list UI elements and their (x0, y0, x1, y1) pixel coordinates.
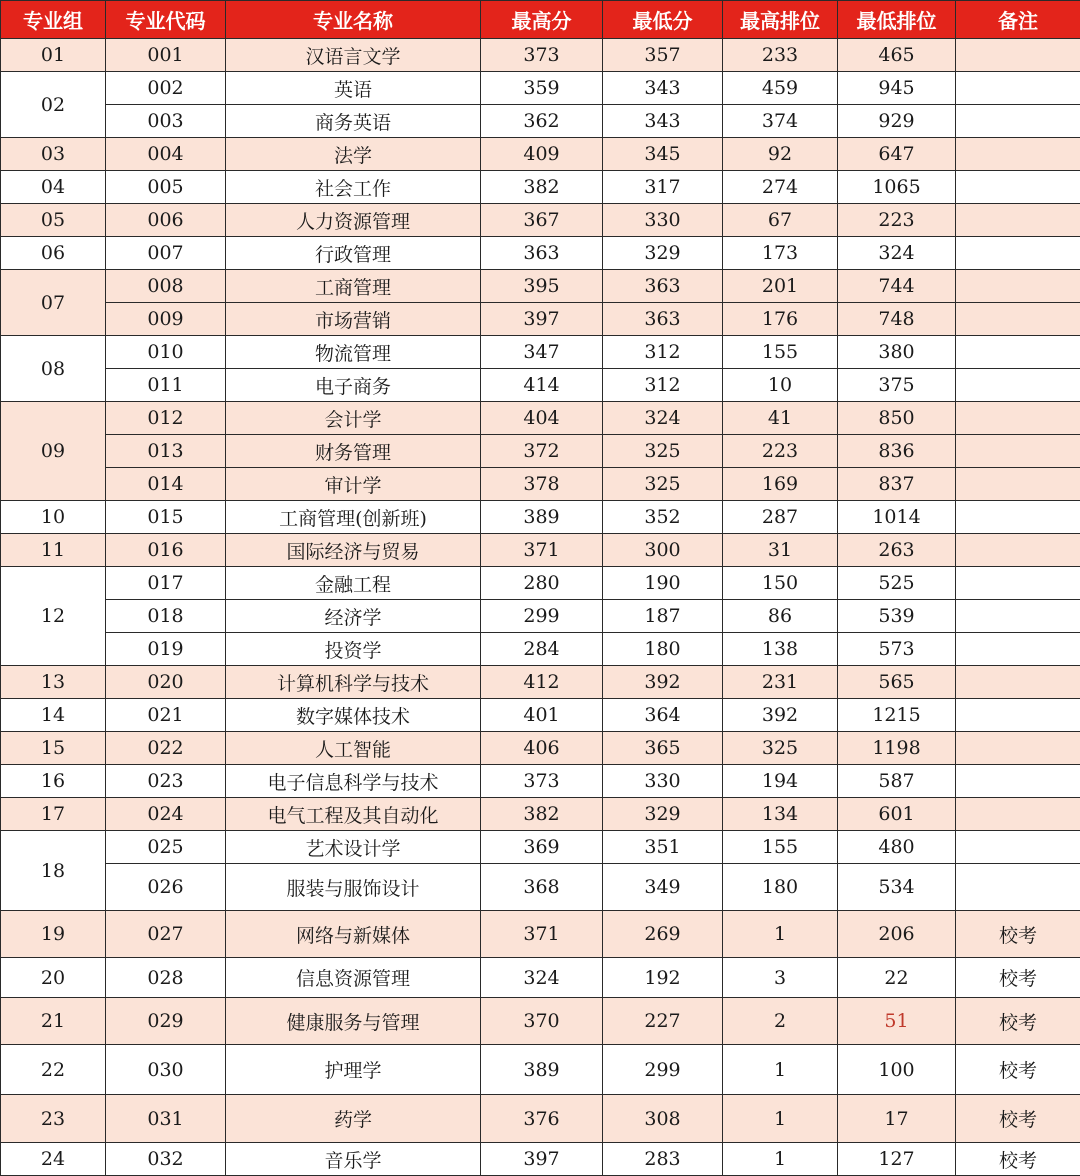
note-cell (956, 402, 1080, 435)
min-score-cell: 190 (603, 567, 723, 600)
max-score-cell: 362 (481, 105, 603, 138)
max-score-cell: 373 (481, 39, 603, 72)
max-score-cell: 404 (481, 402, 603, 435)
table-row (1, 831, 1080, 864)
note-cell (956, 798, 1080, 831)
group-cell: 04 (1, 171, 106, 204)
note-cell: 校考 (956, 998, 1080, 1045)
min-rank-cell: 587 (838, 765, 956, 798)
max-score-cell: 324 (481, 958, 603, 998)
group-cell: 03 (1, 138, 106, 171)
name-cell: 人工智能 (226, 732, 481, 765)
max-score-cell: 373 (481, 765, 603, 798)
max-score-cell: 284 (481, 633, 603, 666)
min-score-cell: 283 (603, 1143, 723, 1176)
min-rank-cell: 573 (838, 633, 956, 666)
name-cell: 物流管理 (226, 336, 481, 369)
max-rank-cell: 92 (723, 138, 838, 171)
name-cell: 音乐学 (226, 1143, 481, 1176)
name-cell: 会计学 (226, 402, 481, 435)
max-score-cell: 397 (481, 1143, 603, 1176)
name-cell: 信息资源管理 (226, 958, 481, 998)
max-score-cell: 367 (481, 204, 603, 237)
max-score-cell: 299 (481, 600, 603, 633)
min-score-cell: 312 (603, 336, 723, 369)
name-cell: 行政管理 (226, 237, 481, 270)
note-cell (956, 204, 1080, 237)
note-cell (956, 336, 1080, 369)
min-score-cell: 329 (603, 237, 723, 270)
table-row (1, 1045, 1080, 1095)
note-cell: 校考 (956, 1045, 1080, 1095)
max-score-cell: 382 (481, 171, 603, 204)
group-cell: 11 (1, 534, 106, 567)
min-score-cell: 351 (603, 831, 723, 864)
min-score-cell: 269 (603, 911, 723, 958)
table-row (1, 105, 1080, 138)
max-rank-cell: 3 (723, 958, 838, 998)
code-cell: 023 (106, 765, 226, 798)
code-cell: 021 (106, 699, 226, 732)
min-score-cell: 329 (603, 798, 723, 831)
max-rank-cell: 459 (723, 72, 838, 105)
header-max-rank: 最高排位 (723, 1, 838, 39)
note-cell (956, 303, 1080, 336)
min-rank-cell: 324 (838, 237, 956, 270)
code-cell: 012 (106, 402, 226, 435)
min-score-cell: 312 (603, 369, 723, 402)
name-cell: 电气工程及其自动化 (226, 798, 481, 831)
name-cell: 电子商务 (226, 369, 481, 402)
table-row (1, 666, 1080, 699)
name-cell: 国际经济与贸易 (226, 534, 481, 567)
min-score-cell: 308 (603, 1095, 723, 1143)
code-cell: 014 (106, 468, 226, 501)
code-cell: 013 (106, 435, 226, 468)
note-cell (956, 237, 1080, 270)
note-cell: 校考 (956, 1095, 1080, 1143)
name-cell: 英语 (226, 72, 481, 105)
min-score-cell: 364 (603, 699, 723, 732)
code-cell: 003 (106, 105, 226, 138)
note-cell: 校考 (956, 1143, 1080, 1176)
min-score-cell: 317 (603, 171, 723, 204)
note-cell (956, 105, 1080, 138)
name-cell: 健康服务与管理 (226, 998, 481, 1045)
table-row (1, 204, 1080, 237)
min-rank-cell: 836 (838, 435, 956, 468)
min-score-cell: 345 (603, 138, 723, 171)
max-score-cell: 397 (481, 303, 603, 336)
max-rank-cell: 176 (723, 303, 838, 336)
min-rank-cell: 465 (838, 39, 956, 72)
group-cell: 16 (1, 765, 106, 798)
min-score-cell: 187 (603, 600, 723, 633)
group-cell: 05 (1, 204, 106, 237)
min-rank-cell: 223 (838, 204, 956, 237)
header-max-score: 最高分 (481, 1, 603, 39)
header-code: 专业代码 (106, 1, 226, 39)
code-cell: 008 (106, 270, 226, 303)
min-score-cell: 349 (603, 864, 723, 911)
max-score-cell: 359 (481, 72, 603, 105)
min-rank-cell: 263 (838, 534, 956, 567)
table-row (1, 864, 1080, 911)
group-cell: 18 (1, 831, 106, 911)
table-row (1, 402, 1080, 435)
min-score-cell: 192 (603, 958, 723, 998)
min-rank-cell: 601 (838, 798, 956, 831)
code-cell: 031 (106, 1095, 226, 1143)
note-cell (956, 732, 1080, 765)
table-row (1, 39, 1080, 72)
header-row (1, 1, 1080, 39)
code-cell: 011 (106, 369, 226, 402)
note-cell (956, 831, 1080, 864)
header-note: 备注 (956, 1, 1080, 39)
name-cell: 网络与新媒体 (226, 911, 481, 958)
min-rank-cell: 1215 (838, 699, 956, 732)
note-cell (956, 600, 1080, 633)
note-cell (956, 864, 1080, 911)
table-row (1, 435, 1080, 468)
table-row (1, 303, 1080, 336)
table-row (1, 911, 1080, 958)
table-row (1, 699, 1080, 732)
group-cell: 19 (1, 911, 106, 958)
table-row (1, 138, 1080, 171)
max-score-cell: 371 (481, 911, 603, 958)
min-rank-cell: 480 (838, 831, 956, 864)
group-cell: 02 (1, 72, 106, 138)
max-rank-cell: 155 (723, 831, 838, 864)
min-rank-cell: 850 (838, 402, 956, 435)
max-score-cell: 414 (481, 369, 603, 402)
min-score-cell: 363 (603, 303, 723, 336)
min-rank-cell: 380 (838, 336, 956, 369)
group-cell: 07 (1, 270, 106, 336)
max-rank-cell: 10 (723, 369, 838, 402)
max-score-cell: 376 (481, 1095, 603, 1143)
code-cell: 002 (106, 72, 226, 105)
max-score-cell: 406 (481, 732, 603, 765)
max-rank-cell: 134 (723, 798, 838, 831)
code-cell: 025 (106, 831, 226, 864)
min-score-cell: 365 (603, 732, 723, 765)
group-cell: 17 (1, 798, 106, 831)
name-cell: 艺术设计学 (226, 831, 481, 864)
code-cell: 032 (106, 1143, 226, 1176)
table-row (1, 72, 1080, 105)
code-cell: 027 (106, 911, 226, 958)
max-rank-cell: 194 (723, 765, 838, 798)
code-cell: 026 (106, 864, 226, 911)
note-cell (956, 369, 1080, 402)
max-rank-cell: 1 (723, 1143, 838, 1176)
note-cell (956, 468, 1080, 501)
note-cell (956, 138, 1080, 171)
table-row (1, 600, 1080, 633)
note-cell (956, 765, 1080, 798)
note-cell (956, 270, 1080, 303)
name-cell: 商务英语 (226, 105, 481, 138)
table-row (1, 270, 1080, 303)
max-rank-cell: 233 (723, 39, 838, 72)
table-row (1, 501, 1080, 534)
name-cell: 市场营销 (226, 303, 481, 336)
name-cell: 法学 (226, 138, 481, 171)
max-rank-cell: 41 (723, 402, 838, 435)
table-row (1, 336, 1080, 369)
min-score-cell: 300 (603, 534, 723, 567)
name-cell: 工商管理 (226, 270, 481, 303)
name-cell: 经济学 (226, 600, 481, 633)
max-score-cell: 363 (481, 237, 603, 270)
name-cell: 人力资源管理 (226, 204, 481, 237)
name-cell: 服装与服饰设计 (226, 864, 481, 911)
min-score-cell: 343 (603, 105, 723, 138)
code-cell: 010 (106, 336, 226, 369)
min-rank-cell: 17 (838, 1095, 956, 1143)
max-rank-cell: 223 (723, 435, 838, 468)
name-cell: 社会工作 (226, 171, 481, 204)
table-row (1, 468, 1080, 501)
name-cell: 药学 (226, 1095, 481, 1143)
code-cell: 005 (106, 171, 226, 204)
note-cell (956, 633, 1080, 666)
min-rank-cell: 929 (838, 105, 956, 138)
note-cell (956, 567, 1080, 600)
min-score-cell: 343 (603, 72, 723, 105)
name-cell: 电子信息科学与技术 (226, 765, 481, 798)
min-rank-cell: 837 (838, 468, 956, 501)
min-score-cell: 324 (603, 402, 723, 435)
max-rank-cell: 274 (723, 171, 838, 204)
min-rank-cell: 1198 (838, 732, 956, 765)
note-cell (956, 171, 1080, 204)
code-cell: 009 (106, 303, 226, 336)
name-cell: 护理学 (226, 1045, 481, 1095)
table-row (1, 567, 1080, 600)
max-rank-cell: 169 (723, 468, 838, 501)
note-cell (956, 534, 1080, 567)
max-rank-cell: 392 (723, 699, 838, 732)
table-header (1, 1, 1080, 39)
note-cell (956, 666, 1080, 699)
group-cell: 08 (1, 336, 106, 402)
note-cell: 校考 (956, 911, 1080, 958)
min-rank-cell: 1065 (838, 171, 956, 204)
table-row (1, 1143, 1080, 1176)
min-score-cell: 363 (603, 270, 723, 303)
group-cell: 14 (1, 699, 106, 732)
max-rank-cell: 138 (723, 633, 838, 666)
min-rank-cell: 945 (838, 72, 956, 105)
code-cell: 004 (106, 138, 226, 171)
table-row (1, 958, 1080, 998)
min-rank-cell: 375 (838, 369, 956, 402)
header-name: 专业名称 (226, 1, 481, 39)
group-cell: 10 (1, 501, 106, 534)
code-cell: 001 (106, 39, 226, 72)
max-rank-cell: 155 (723, 336, 838, 369)
code-cell: 030 (106, 1045, 226, 1095)
code-cell: 018 (106, 600, 226, 633)
group-cell: 15 (1, 732, 106, 765)
group-cell: 13 (1, 666, 106, 699)
max-rank-cell: 231 (723, 666, 838, 699)
group-cell: 09 (1, 402, 106, 501)
max-score-cell: 389 (481, 1045, 603, 1095)
group-cell: 22 (1, 1045, 106, 1095)
min-score-cell: 357 (603, 39, 723, 72)
code-cell: 019 (106, 633, 226, 666)
max-score-cell: 401 (481, 699, 603, 732)
min-rank-cell: 51 (838, 998, 956, 1045)
max-score-cell: 371 (481, 534, 603, 567)
name-cell: 计算机科学与技术 (226, 666, 481, 699)
code-cell: 029 (106, 998, 226, 1045)
min-rank-cell: 748 (838, 303, 956, 336)
min-score-cell: 392 (603, 666, 723, 699)
min-score-cell: 330 (603, 204, 723, 237)
max-score-cell: 389 (481, 501, 603, 534)
header-min-score: 最低分 (603, 1, 723, 39)
group-cell: 23 (1, 1095, 106, 1143)
min-rank-cell: 127 (838, 1143, 956, 1176)
min-score-cell: 330 (603, 765, 723, 798)
min-rank-cell: 565 (838, 666, 956, 699)
min-score-cell: 299 (603, 1045, 723, 1095)
max-rank-cell: 1 (723, 1045, 838, 1095)
group-cell: 24 (1, 1143, 106, 1176)
table-row (1, 765, 1080, 798)
code-cell: 015 (106, 501, 226, 534)
table-row (1, 732, 1080, 765)
note-cell (956, 699, 1080, 732)
min-rank-cell: 744 (838, 270, 956, 303)
group-cell: 06 (1, 237, 106, 270)
code-cell: 022 (106, 732, 226, 765)
table-row (1, 171, 1080, 204)
name-cell: 汉语言文学 (226, 39, 481, 72)
max-score-cell: 280 (481, 567, 603, 600)
max-rank-cell: 173 (723, 237, 838, 270)
header-min-rank: 最低排位 (838, 1, 956, 39)
max-score-cell: 412 (481, 666, 603, 699)
max-rank-cell: 2 (723, 998, 838, 1045)
code-cell: 017 (106, 567, 226, 600)
code-cell: 006 (106, 204, 226, 237)
max-rank-cell: 287 (723, 501, 838, 534)
max-rank-cell: 1 (723, 911, 838, 958)
name-cell: 数字媒体技术 (226, 699, 481, 732)
max-score-cell: 368 (481, 864, 603, 911)
header-group: 专业组 (1, 1, 106, 39)
name-cell: 财务管理 (226, 435, 481, 468)
max-rank-cell: 86 (723, 600, 838, 633)
max-rank-cell: 150 (723, 567, 838, 600)
max-score-cell: 378 (481, 468, 603, 501)
note-cell (956, 72, 1080, 105)
table-row (1, 633, 1080, 666)
min-score-cell: 352 (603, 501, 723, 534)
group-cell: 21 (1, 998, 106, 1045)
max-rank-cell: 180 (723, 864, 838, 911)
min-score-cell: 227 (603, 998, 723, 1045)
max-rank-cell: 201 (723, 270, 838, 303)
max-score-cell: 395 (481, 270, 603, 303)
min-rank-cell: 534 (838, 864, 956, 911)
group-cell: 20 (1, 958, 106, 998)
max-rank-cell: 31 (723, 534, 838, 567)
code-cell: 020 (106, 666, 226, 699)
table-body (1, 39, 1080, 1176)
min-score-cell: 325 (603, 468, 723, 501)
max-score-cell: 382 (481, 798, 603, 831)
max-score-cell: 372 (481, 435, 603, 468)
max-score-cell: 347 (481, 336, 603, 369)
min-rank-cell: 1014 (838, 501, 956, 534)
note-cell (956, 501, 1080, 534)
table-row (1, 1095, 1080, 1143)
max-score-cell: 370 (481, 998, 603, 1045)
note-cell (956, 39, 1080, 72)
code-cell: 016 (106, 534, 226, 567)
min-rank-cell: 647 (838, 138, 956, 171)
code-cell: 024 (106, 798, 226, 831)
min-rank-cell: 539 (838, 600, 956, 633)
max-rank-cell: 1 (723, 1095, 838, 1143)
table-row (1, 798, 1080, 831)
min-rank-cell: 206 (838, 911, 956, 958)
note-cell (956, 435, 1080, 468)
min-rank-cell: 525 (838, 567, 956, 600)
name-cell: 工商管理(创新班) (226, 501, 481, 534)
min-score-cell: 325 (603, 435, 723, 468)
min-score-cell: 180 (603, 633, 723, 666)
max-score-cell: 409 (481, 138, 603, 171)
min-rank-cell: 100 (838, 1045, 956, 1095)
max-rank-cell: 325 (723, 732, 838, 765)
name-cell: 投资学 (226, 633, 481, 666)
group-cell: 01 (1, 39, 106, 72)
table-row (1, 534, 1080, 567)
table-row (1, 369, 1080, 402)
code-cell: 007 (106, 237, 226, 270)
code-cell: 028 (106, 958, 226, 998)
max-score-cell: 369 (481, 831, 603, 864)
note-cell: 校考 (956, 958, 1080, 998)
max-rank-cell: 67 (723, 204, 838, 237)
max-rank-cell: 374 (723, 105, 838, 138)
table-row (1, 237, 1080, 270)
name-cell: 审计学 (226, 468, 481, 501)
min-rank-cell: 22 (838, 958, 956, 998)
table-row (1, 998, 1080, 1045)
group-cell: 12 (1, 567, 106, 666)
name-cell: 金融工程 (226, 567, 481, 600)
